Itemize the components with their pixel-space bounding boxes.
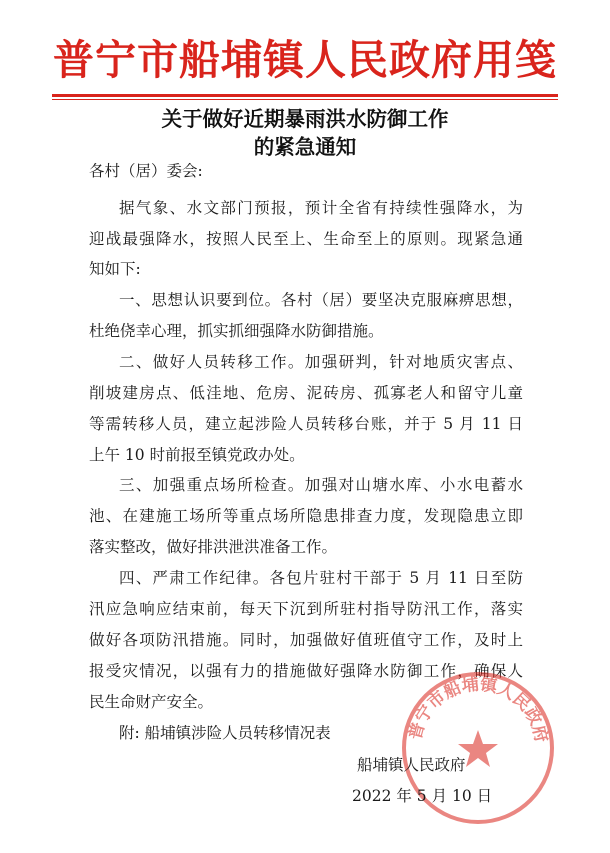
signature-date: 2022 年 5 月 10 日 bbox=[352, 787, 493, 805]
body-line: 削坡建房点、低洼地、危房、泥砖房、孤寡老人和留守儿童 bbox=[89, 384, 523, 402]
letterhead-divider-thin bbox=[52, 99, 558, 100]
body-line: 三、加强重点场所检查。加强对山塘水库、小水电蓄水 bbox=[119, 476, 523, 494]
body-line: 池、在建施工场所等重点场所隐患排查力度，发现隐患立即 bbox=[89, 507, 523, 525]
body-line: 上午 10 时前报至镇党政办处。 bbox=[89, 446, 305, 464]
body-line: 民生命财产安全。 bbox=[89, 693, 214, 711]
body-line: 知如下: bbox=[89, 260, 141, 278]
attachment-note: 附: 船埔镇涉险人员转移情况表 bbox=[119, 724, 331, 742]
notice-title-line-1: 关于做好近期暴雨洪水防御工作 bbox=[161, 107, 449, 131]
signature-org: 船埔镇人民政府 bbox=[357, 756, 466, 774]
body-line: 杜绝侥幸心理，抓实抓细强降水防御措施。 bbox=[89, 322, 384, 340]
body-line: 四、严肃工作纪律。各包片驻村干部于 5 月 11 日至防 bbox=[119, 569, 523, 587]
letterhead-title: 普宁市船埔镇人民政府用笺 bbox=[53, 36, 557, 84]
notice-title-line-2: 的紧急通知 bbox=[253, 135, 357, 159]
body-line: 据气象、水文部门预报，预计全省有持续性强降水，为 bbox=[119, 199, 523, 217]
body-line: 二、做好人员转移工作。加强研判，针对地质灾害点、 bbox=[119, 353, 523, 371]
body-line: 迎战最强降水，按照人民至上、生命至上的原则。现紧急通 bbox=[89, 230, 523, 248]
body-line: 落实整改，做好排洪泄洪准备工作。 bbox=[89, 538, 338, 556]
body-line: 做好各项防汛措施。同时，加强做好值班值守工作，及时上 bbox=[89, 631, 523, 649]
letterhead-divider-thick bbox=[52, 94, 558, 97]
body-line: 报受灾情况，以强有力的措施做好强降水防御工作，确保人 bbox=[89, 662, 523, 680]
body-line: 汛应急响应结束前，每天下沉到所驻村指导防汛工作，落实 bbox=[89, 600, 523, 618]
body-line: 一、思想认识要到位。各村（居）要坚决克服麻痹思想， bbox=[119, 291, 523, 309]
body-line: 等需转移人员，建立起涉险人员转移台账，并于 5 月 11 日 bbox=[89, 415, 523, 433]
svg-text:普宁市船埔镇人民政府: 普宁市船埔镇人民政府 bbox=[405, 674, 552, 745]
salutation: 各村（居）委会: bbox=[89, 162, 203, 180]
